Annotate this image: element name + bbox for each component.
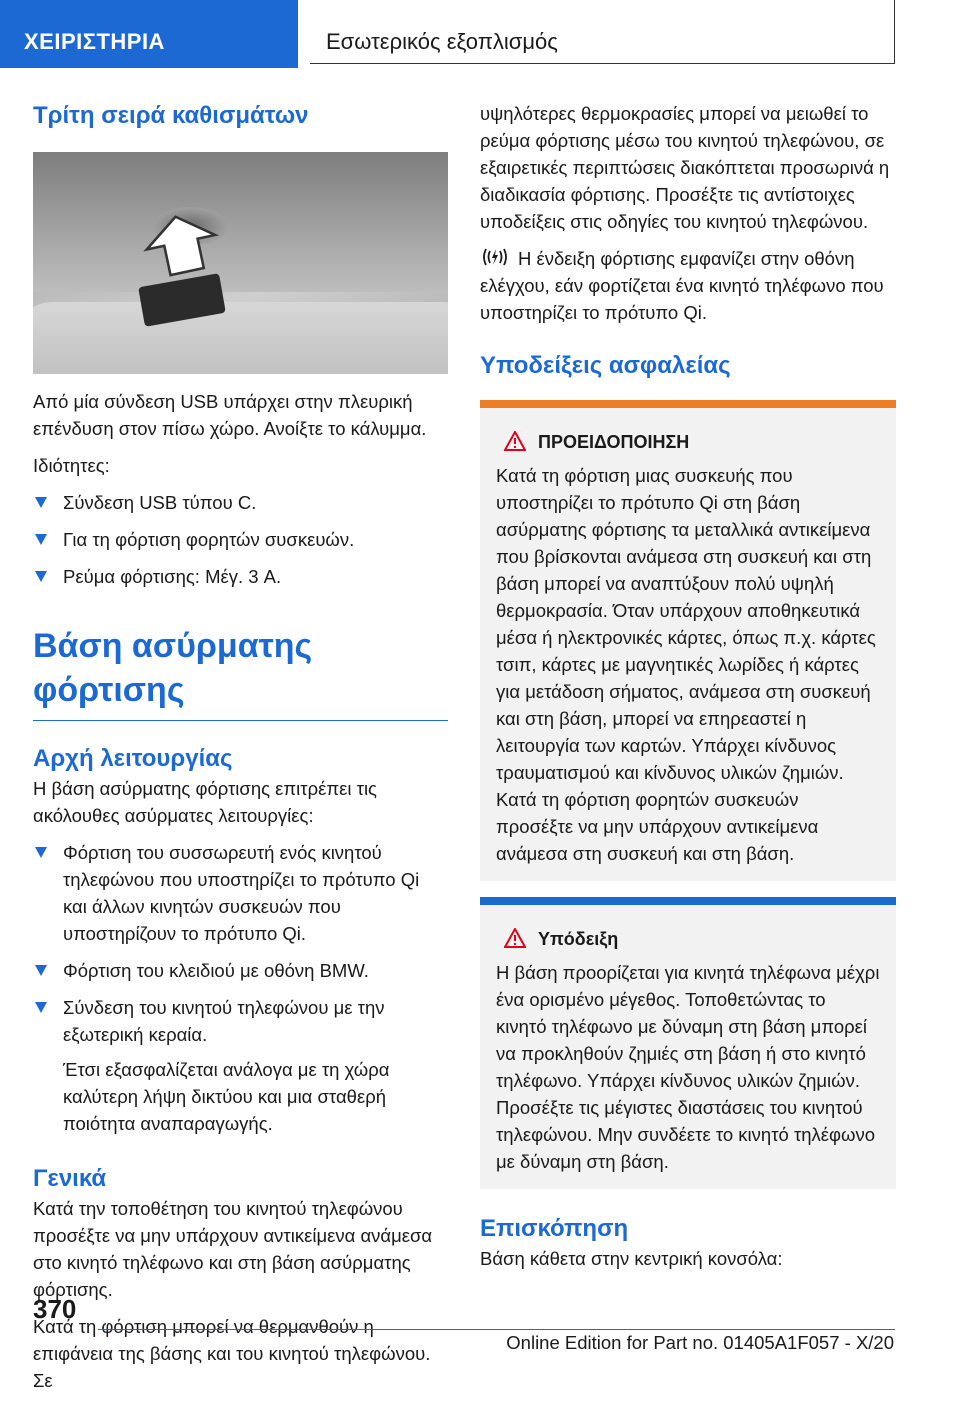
right-column	[480, 100, 896, 1282]
list-item: Φόρτιση του συσσωρευτή ενός κινητού τηλεφώνου που υποστηρίζει το πρότυπο Qi και άλλων κινητών συσκευών που υποστηρίζουν το πρότυπο Qi.	[33, 839, 448, 947]
warning-text: Κατά τη φόρτιση μιας συσκευής που υποστηρίζει το πρότυπο Qi στη βάση ασύρματης φόρτισης τα μεταλλικά αντικείμενα που βρίσκονται ανάμεσα στη συσκευή και στη βάση μπορεί να αναπτύξουν πολύ υψηλή θερμοκρασία. Όταν υπάρχουν αποθηκευτικά μέσα ή ηλεκτρονικές κάρτες, όπως π.χ. κάρτες τσιπ, κάρτες με μαγνητικές λωρίδες ή κάρτες για μετάδοση σήματος, ανάμεσα στη συσκευή και στη βάση, μπορεί να επηρεαστεί η λειτουργία των καρτών. Υπάρχει κίνδυνος τραυματισμού και κίνδυνος υλικών ζημιών. Κατά τη φόρτιση φορητών συσκευών προσέξτε να μην υπάρχουν αντικείμενα ανάμεσα στη συσκευή και στη βάση.	[496, 465, 876, 864]
charging-indicator-icon	[480, 246, 510, 268]
overview-text: Βάση κάθετα στην κεντρική κονσόλα:	[480, 1248, 783, 1269]
charging-indicator-text: Η ένδειξη φόρτισης εμφανίζει στην οθόνη ελέγχου, εάν φορτίζεται ένα κινητό τηλέφωνο που υποστηρίζει το πρότυπο Qi.	[480, 248, 884, 323]
note-text: Η βάση προορίζεται για κινητά τηλέφωνα μέχρι ένα ορισμένο μέγεθος. Τοποθετώντας το κινητό τηλέφωνο με δύναμη στη βάση μπορεί να προκληθούν ζημιές στη βάση ή στο κινητό τηλέφωνο. Υπάρχει κίνδυνος υλικών ζημιών. Προσέξτε τις μέγιστες διαστάσεις του κινητού τηλεφώνου. Μην συνδέετε το κινητό τηλέφωνο με δύναμη στη βάση.	[496, 962, 880, 1172]
properties-label: Ιδιότητες:	[33, 455, 110, 476]
bullet-triangle-icon	[35, 965, 47, 976]
left-column	[33, 100, 448, 1404]
note-box	[480, 897, 896, 1189]
list-item: Σύνδεση του κινητού τηλεφώνου με την εξωτερική κεραία.	[33, 994, 448, 1048]
overview-heading: Επισκόπηση	[480, 1215, 629, 1242]
general-text-1: Κατά την τοποθέτηση του κινητού τηλεφώνου προσέξτε να μην υπάρχουν αντικείμενα ανάμεσα στο κινητό τηλέφωνο και στη βάση ασύρματης φόρτισης.	[33, 1198, 433, 1300]
warning-title: ΠΡΟΕΙΔΟΠΟΙΗΣΗ	[496, 430, 880, 454]
antenna-note: Έτσι εξασφαλίζεται ανάλογα με τη χώρα καλύτερη λήψη δικτύου και μια σταθερή ποιότητα αναπαραγωγής.	[63, 1059, 390, 1134]
list-item: Ρεύμα φόρτισης: Μέγ. 3 A.	[33, 563, 448, 590]
bullet-triangle-icon	[35, 1002, 47, 1013]
usb-description: Από μία σύνδεση USB υπάρχει στην πλευρική επένδυση στον πίσω χώρο. Ανοίξτε το κάλυμμα.	[33, 391, 427, 439]
wireless-charging-heading: Βάση ασύρματης φόρτισης	[33, 627, 313, 709]
page-header	[0, 0, 960, 68]
list-item: Για τη φόρτιση φορητών συσκευών.	[33, 526, 448, 553]
operation-text: Η βάση ασύρματης φόρτισης επιτρέπει τις ακόλουθες ασύρματες λειτουργίες:	[33, 778, 377, 826]
continued-text: υψηλότερες θερμοκρασίες μπορεί να μειωθεί το ρεύμα φόρτισης μέσω του κινητού τηλεφώνου, σε εξαιρετικές περιπτώσεις διακόπτεται προσωρινά η διαδικασία φόρτισης. Προσέξτε τις αντίστοιχες υποδείξεις στις οδηγίες του κινητού τηλεφώνου.	[480, 103, 890, 232]
properties-list	[33, 489, 448, 590]
bullet-triangle-icon	[35, 534, 47, 545]
warning-box	[480, 400, 896, 881]
list-item: Σύνδεση USB τύπου C.	[33, 489, 448, 516]
safety-heading: Υποδείξεις ασφαλείας	[480, 352, 731, 379]
general-heading: Γενικά	[33, 1165, 107, 1192]
usb-port-photo	[33, 152, 448, 374]
functions-list	[33, 839, 448, 1048]
wireless-heading-block	[33, 624, 448, 721]
warning-triangle-icon	[504, 431, 526, 451]
edition-info: Online Edition for Part no. 01405A1F057 - X/20	[506, 1332, 894, 1353]
third-row-heading: Τρίτη σειρά καθισμάτων	[33, 102, 309, 129]
bullet-triangle-icon	[35, 497, 47, 508]
page-number: 370	[33, 1294, 77, 1324]
general-text-2: Κατά τη φόρτιση μπορεί να θερμανθούν η επιφάνεια της βάσης και του κινητού τηλεφώνου. Σε	[33, 1316, 431, 1391]
chapter-title: Εσωτερικός εξοπλισμός	[310, 0, 895, 64]
page-footer	[0, 1290, 960, 1362]
operation-heading: Αρχή λειτουργίας	[33, 745, 233, 772]
bullet-triangle-icon	[35, 571, 47, 582]
warning-triangle-icon	[504, 928, 526, 948]
list-item: Φόρτιση του κλειδιού με οθόνη BMW.	[33, 957, 448, 984]
bullet-triangle-icon	[35, 847, 47, 858]
arrow-up-icon	[138, 212, 238, 292]
note-title: Υπόδειξη	[496, 927, 880, 951]
section-tab: ΧΕΙΡΙΣΤΗΡΙΑ	[0, 0, 298, 68]
